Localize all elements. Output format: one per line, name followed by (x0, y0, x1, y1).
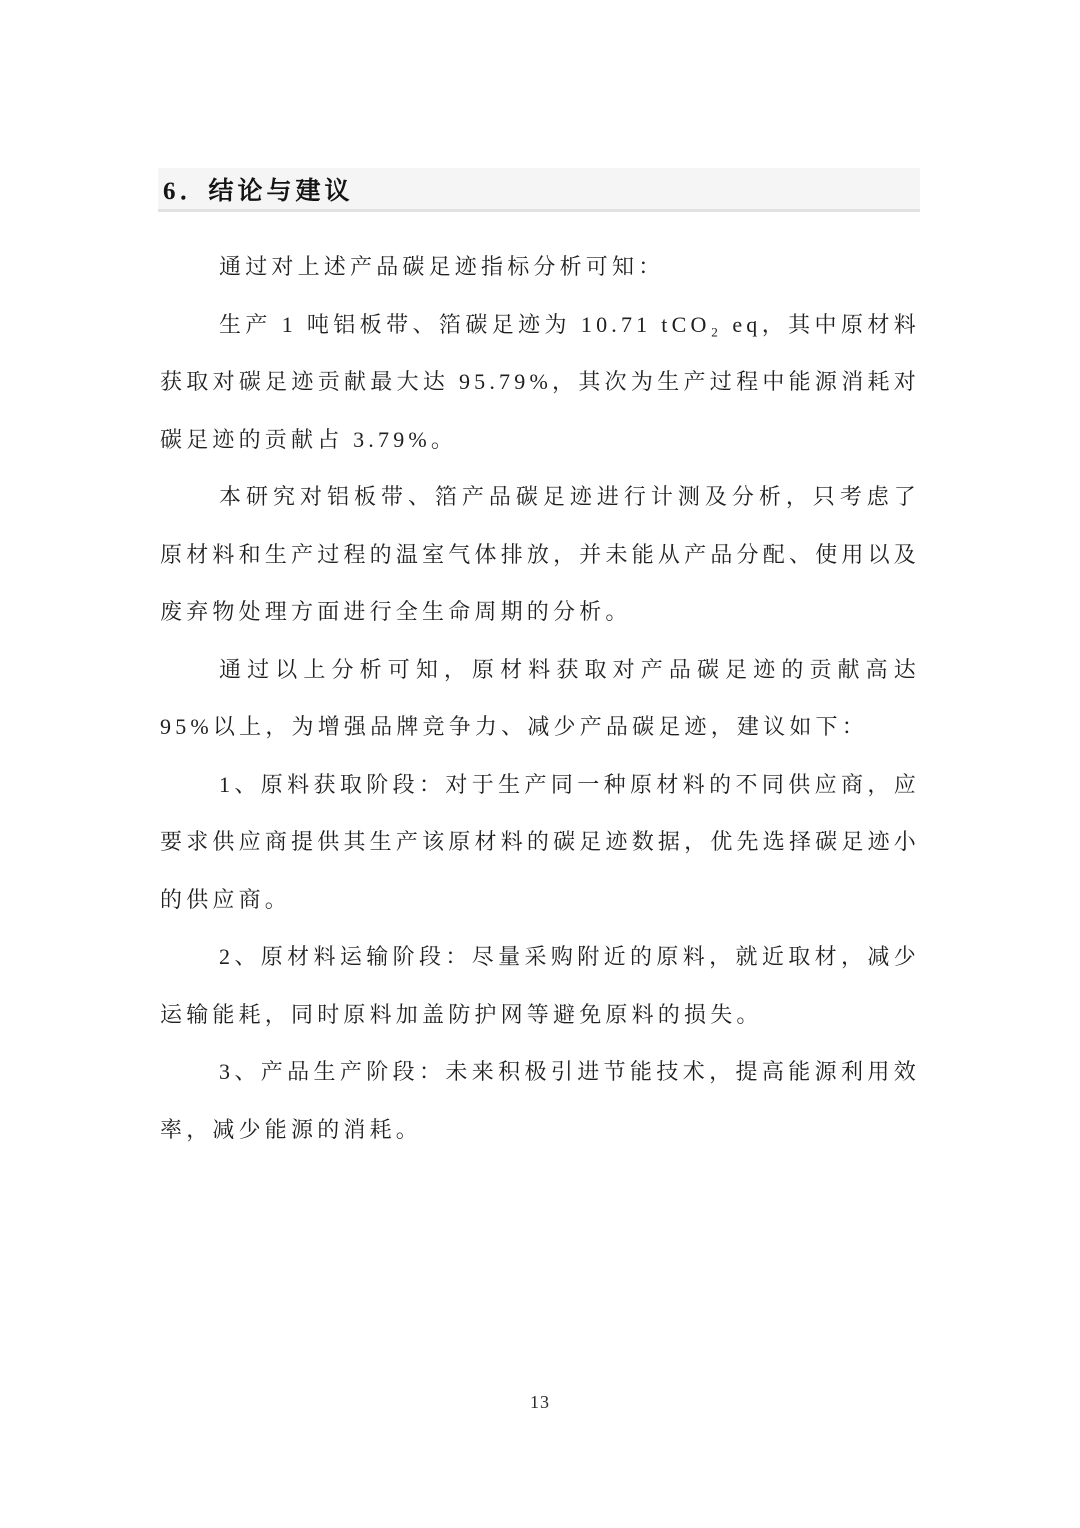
page-number: 13 (530, 1392, 550, 1412)
page-footer (0, 1392, 1080, 1413)
section-heading-bar (158, 168, 920, 212)
paragraph-recommendation-2: 2、原材料运输阶段：尽量采购附近的原料，就近取材，减少运输能耗，同时原料加盖防护网等避免原料的损失。 (160, 944, 920, 1027)
paragraph-intro: 通过对上述产品碳足迹指标分析可知： (219, 254, 665, 279)
paragraph-analysis-summary: 通过以上分析可知，原材料获取对产品碳足迹的贡献高达 95%以上，为增强品牌竞争力、减少产品碳足迹，建议如下： (160, 656, 920, 739)
paragraph-study-scope: 本研究对铝板带、箔产品碳足迹进行计测及分析，只考虑了原材料和生产过程的温室气体排放，并未能从产品分配、使用以及废弃物处理方面进行全生命周期的分析。 (160, 484, 920, 624)
paragraph-recommendation-3: 3、产品生产阶段：未来积极引进节能技术，提高能源利用效率，减少能源的消耗。 (160, 1059, 920, 1142)
paragraph-recommendation-1: 1、原料获取阶段：对于生产同一种原材料的不同供应商，应要求供应商提供其生产该原材料的碳足迹数据，优先选择碳足迹小的供应商。 (160, 771, 920, 912)
document-body (160, 238, 920, 1158)
paragraph-carbon-footprint-result: 生产 1 吨铝板带、箔碳足迹为 10.71 tCO₂ eq，其中原材料获取对碳足迹贡献最大达 95.79%，其次为生产过程中能源消耗对碳足迹的贡献占 3.79%。 (160, 311, 920, 452)
section-heading: 6．结论与建议 (163, 177, 354, 205)
